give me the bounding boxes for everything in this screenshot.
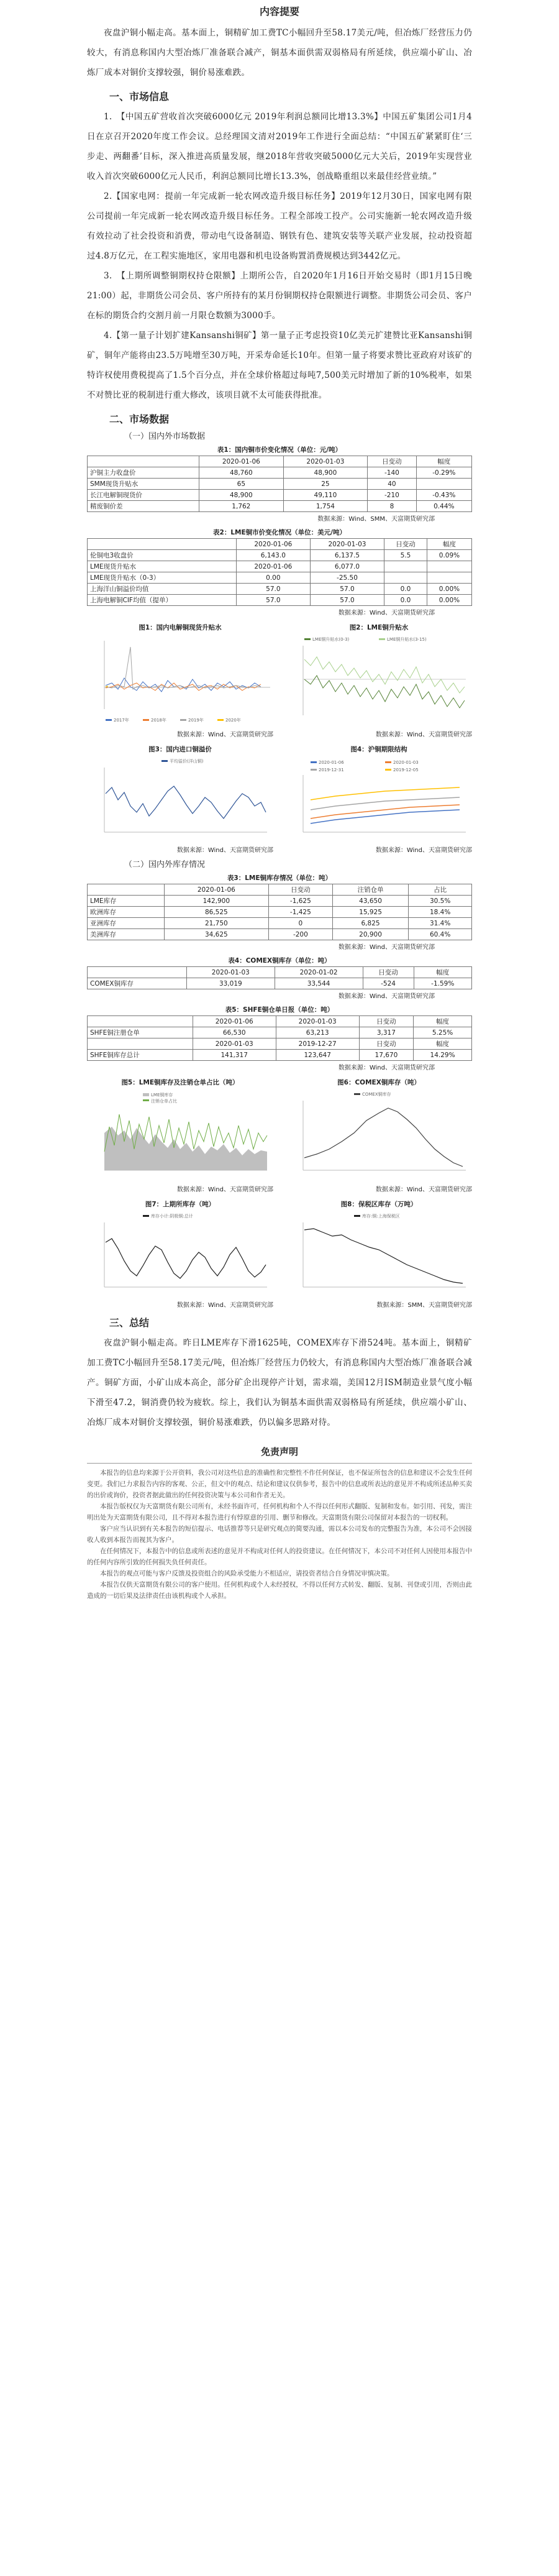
legend-swatch: [217, 719, 224, 721]
domestic-price-table-block: [87, 445, 472, 523]
table-cell: COMEX铜库存: [88, 978, 187, 989]
legend-label: LME铜库存: [151, 1093, 173, 1098]
summary-paragraph: 夜盘沪铜小幅走高。基本面上，铜精矿加工费TC小幅回升至58.17美元/吨，但冶炼厂经营压力仍较大，有消息称国内大型冶炼厂准备联合减产，铜基本面供需双弱格局有所延续，供应端小矿山、冶炼厂成本对铜价支撑较强，铜价易涨难跌。: [87, 28, 472, 78]
table-cell: 48,760: [199, 467, 284, 479]
comex-inventory-table-block: [87, 956, 472, 1000]
table-cell: 2019-12-27: [276, 1038, 359, 1050]
page-title: 内容提要: [259, 6, 299, 17]
table-cell: 6,077.0: [310, 561, 384, 572]
table-header-cell: [88, 967, 187, 978]
curve-2019-12-05: [311, 787, 460, 800]
table-cell: 上海洋山铜溢价均值: [88, 584, 237, 595]
figure-lme-premium-chart: [286, 635, 472, 728]
legend-swatch: [143, 1215, 149, 1217]
table-row: [88, 907, 472, 918]
table-header-cell: 幅度: [416, 456, 471, 467]
table-cell: 34,625: [164, 929, 268, 940]
table-cell: LME库存: [88, 896, 165, 907]
legend-label: 2019-12-31: [319, 768, 344, 772]
table-cell: 60.4%: [409, 929, 472, 940]
figure-row: [87, 623, 472, 738]
fig1-legend: [106, 717, 241, 723]
table-header-cell: [88, 456, 199, 467]
table-row: [88, 572, 472, 584]
table-cell: -210: [368, 490, 416, 501]
table-title: 表5：SHFE铜仓单日报（单位：吨）: [225, 1006, 334, 1014]
table-cell: SMM现货升贴水: [88, 479, 199, 490]
table-header-cell: 2020-01-03: [276, 1016, 359, 1027]
table-cell: 0.09%: [427, 550, 471, 561]
figure-source-note: 数据来源：Wind、天富期货研究部: [176, 1186, 273, 1193]
figure-import-premium: [87, 745, 273, 854]
table-cell: 17,670: [359, 1050, 414, 1061]
table-cell: 15,925: [332, 907, 408, 918]
table-cell: 33,019: [186, 978, 275, 989]
figure-import-premium-chart: [87, 756, 273, 843]
legend-swatch: [311, 761, 317, 763]
table-header-cell: 日变动: [384, 539, 427, 550]
series-3-15-line: [304, 657, 465, 693]
table-cell: 6,143.0: [236, 550, 310, 561]
disclaimer-paragraph: 在任何情况下，本报告中的信息或所表述的意见并不构成对任何人的投资建议。在任何情况下，本公司不对任何人因使用本报告中的任何内容所引致的任何损失负任何责任。: [87, 1547, 472, 1566]
figure-title: 图2：LME铜升贴水: [349, 624, 409, 631]
legend-swatch: [379, 638, 385, 640]
news-item: 4.【第一量子计划扩建Kansanshi铜矿】第一量子正考虑投资10亿美元扩建赞比亚Kansanshi铜矿，铜年产能将由23.5万吨增至30万吨，开采寿命延长10年。但第一量子将要求赞比亚政府对该矿的特许权使用费税提高了1.5个百分点，并在全球价格超过每吨7,500美元时增加了新的10%税率，如果不对赞比亚的税制进行重大修改，该项目就不太可能获得批准。: [87, 331, 472, 400]
table-cell: 43,650: [332, 896, 408, 907]
table-cell: 精废铜价差: [88, 501, 199, 512]
table-row: [88, 550, 472, 561]
table-cell: 日变动: [359, 1038, 414, 1050]
table-cell: 14.29%: [414, 1050, 472, 1061]
figure-source-note: 数据来源：Wind、天富期货研究部: [176, 1302, 273, 1309]
figure-bonded-inventory-chart: [286, 1211, 472, 1298]
legend-label: 2020年: [225, 718, 241, 723]
table-cell: -1.59%: [414, 978, 471, 989]
fig3-legend: [161, 758, 204, 764]
table-cell: 6,137.5: [310, 550, 384, 561]
table-cell: 2020-01-03: [193, 1038, 276, 1050]
legend-label: 2017年: [114, 718, 129, 723]
lme-price-table-block: [87, 528, 472, 616]
table-header-cell: 占比: [409, 884, 472, 896]
table-header-cell: 2020-01-03: [283, 456, 368, 467]
table-cell: -140: [368, 467, 416, 479]
table-row: [88, 490, 472, 501]
legend-label: 2019-12-05: [393, 768, 419, 772]
table-cell: 5.25%: [414, 1027, 472, 1038]
figure-shfe-term-structure-chart: [286, 756, 472, 843]
legend-label: LME铜升贴水(3-15): [387, 637, 427, 642]
table-header-cell: 2020-01-02: [275, 967, 363, 978]
table-cell: -0.43%: [416, 490, 471, 501]
table-header-cell: 日变动: [363, 967, 414, 978]
series-premium-line: [106, 786, 266, 818]
legend-label: LME铜升贴水(0-3): [312, 637, 350, 642]
table-row: [88, 896, 472, 907]
figure-row: [87, 1199, 472, 1309]
table-header-cell: 2020-01-03: [310, 539, 384, 550]
figure-source-note: 数据来源：Wind、天富期货研究部: [176, 731, 273, 738]
table-cell: 沪铜主力收盘价: [88, 467, 199, 479]
news-item: 1. 【中国五矿营收首次突破6000亿元 2019年利润总额同比增13.3%】中国五矿集团公司1月4日在京召开2020年度工作会议。总经理国文清对2019年工作进行全面总结：“中国五矿紧紧盯住‘三步走、两翻番’目标，深入推进高质量发展，继2018年营收突破5000亿元大关后，2019年实现营业收入首次突破6000亿元人民币，利润总额同比增长13.3%，创战略重组以来最佳经营业绩。”: [87, 112, 472, 181]
table-header-row: [88, 539, 472, 550]
table-header-cell: 2020-01-03: [186, 967, 275, 978]
shfe-warrant-table-block: [87, 1005, 472, 1071]
table-cell: 63,213: [276, 1027, 359, 1038]
table-cell: 长江电解铜现货价: [88, 490, 199, 501]
legend-swatch: [311, 769, 317, 771]
fig7-legend: [143, 1213, 193, 1219]
table-header-cell: 注销仓单: [332, 884, 408, 896]
table-cell: 上海电解铜CIF均值（提单）: [88, 595, 237, 606]
table-cell: -0.29%: [416, 467, 471, 479]
table-cell: [427, 572, 471, 584]
legend-swatch: [385, 769, 391, 771]
figure-title: 图8：保税区库存（万吨）: [340, 1201, 417, 1208]
legend-swatch: [385, 761, 391, 763]
figure-source-note: 数据来源：Wind、天富期货研究部: [375, 731, 472, 738]
table-cell: 30.5%: [409, 896, 472, 907]
table-cell: 6,825: [332, 918, 408, 929]
table-cell: 0.00%: [427, 595, 471, 606]
shfe-inventory-line: [106, 1239, 266, 1278]
table-header-row: [88, 456, 472, 467]
table-row: [88, 561, 472, 572]
table-cell: 1,762: [199, 501, 284, 512]
table-cell: 66,530: [193, 1027, 276, 1038]
section-market-info-heading: 一、市场信息: [109, 91, 170, 103]
table-row: [88, 978, 472, 989]
legend-label: 2020-01-06: [319, 760, 344, 765]
disclaimer-paragraph: 本报告仅供天富期货有限公司的客户使用。任何机构或个人未经授权，不得以任何方式转发、翻版、复制、刊登或引用，否则由此造成的一切后果及法律责任由该机构或个人承担。: [87, 1581, 472, 1600]
table-cell: 48,900: [283, 467, 368, 479]
figure-title: 图6：COMEX铜库存（吨）: [337, 1079, 420, 1086]
table-header-cell: 2020-01-06: [193, 1016, 276, 1027]
divider: [87, 1463, 472, 1464]
table-source-note: 数据来源：Wind、天富期货研究部: [338, 1065, 435, 1071]
figure-lme-inventory-chart: [87, 1089, 273, 1183]
table-title: 表4：COMEX铜库存（单位：吨）: [228, 957, 331, 965]
figure-title: 图7：上期所库存（吨）: [145, 1201, 216, 1208]
disclaimer-paragraph: 本报告版权仅为天富期货有限公司所有，未经书面许可，任何机构和个人不得以任何形式翻版、复制和发布。如引用、刊发，需注明出处为天富期货有限公司，且不得对本报告进行有悖原意的引用、删节和修改。天富期货有限公司保留对本报告的一切权利。: [87, 1503, 472, 1521]
table-header-cell: 日变动: [268, 884, 332, 896]
figure-source-note: 数据来源：Wind、天富期货研究部: [375, 1186, 472, 1193]
domestic-market-subheading: （一）国内外市场数据: [124, 432, 206, 441]
fig4-legend: [311, 760, 419, 772]
disclaimer-title: 免责声明: [260, 1446, 298, 1457]
table-source-note: 数据来源：Wind、天富期货研究部: [338, 993, 435, 1000]
table-cell: 40: [368, 479, 416, 490]
table-cell: [384, 572, 427, 584]
series-2017-line: [106, 678, 261, 692]
legend-swatch: [180, 719, 186, 721]
table-header-cell: 幅度: [414, 1016, 472, 1027]
table-header-row: [88, 967, 472, 978]
lme-inventory-table: [87, 884, 472, 940]
table-cell: SHFE铜库存总计: [88, 1050, 193, 1061]
table-cell: 亚洲库存: [88, 918, 165, 929]
table-cell: 8: [368, 501, 416, 512]
table-cell: -200: [268, 929, 332, 940]
table-header-cell: 幅度: [414, 967, 471, 978]
news-item: 3. 【上期所调整铜期权持仓限额】上期所公告，自2020年1月16日开始交易时（即1月15日晚21:00）起，非期货公司会员、客户所持有的某月份铜期权持仓限额进行调整。非期货公司会员、客户在标的期货合约交割月前一月限仓数额为3000手。: [87, 271, 473, 321]
table-source-note: 数据来源：Wind、天富期货研究部: [338, 610, 435, 616]
table-header-cell: [88, 1016, 193, 1027]
table-cell: [416, 479, 471, 490]
legend-swatch: [354, 1093, 360, 1095]
figure-row: [87, 1078, 472, 1193]
table-row: [88, 1050, 472, 1061]
table-cell: [88, 1038, 193, 1050]
table-header-cell: 幅度: [427, 539, 471, 550]
table-header-cell: [88, 539, 237, 550]
table-cell: 美洲库存: [88, 929, 165, 940]
table-source-note: 数据来源：Wind、天富期货研究部: [338, 944, 435, 951]
table-header-row: [88, 884, 472, 896]
table-title: 表2：LME铜市价变化情况（单位：美元/吨）: [213, 529, 346, 536]
legend-swatch: [143, 719, 149, 721]
legend-swatch: [106, 719, 112, 721]
table-cell: -524: [363, 978, 414, 989]
table-header-cell: 日变动: [359, 1016, 414, 1027]
table-cell: 57.0: [310, 595, 384, 606]
fig6-legend: [354, 1091, 391, 1097]
figure-shfe-inventory: [87, 1199, 273, 1309]
figure-title: 图4：沪铜期限结构: [350, 746, 407, 753]
legend-label: 平均溢价(洋山铜): [170, 759, 204, 764]
table-cell: 0.00%: [427, 584, 471, 595]
table-row: [88, 918, 472, 929]
lme-price-table: [87, 538, 472, 606]
figure-comex-inventory: [286, 1078, 472, 1193]
table-header-cell: 2020-01-06: [236, 539, 310, 550]
table-cell: 2020-01-06: [236, 561, 310, 572]
lme-inventory-area: [104, 1127, 267, 1170]
table-cell: 49,110: [283, 490, 368, 501]
table-row: [88, 595, 472, 606]
table-cell: 0.00: [236, 572, 310, 584]
table-cell: 31.4%: [409, 918, 472, 929]
table-cell: 123,647: [276, 1050, 359, 1061]
legend-label: 注销仓单占比: [151, 1099, 177, 1104]
figure-source-note: 数据来源：Wind、天富期货研究部: [176, 847, 273, 854]
legend-swatch: [354, 1215, 360, 1217]
curve-2019-12-31: [311, 797, 460, 810]
comex-inventory-table: [87, 966, 472, 989]
series-0-3-line: [304, 676, 465, 708]
table-cell: LME现货升贴水: [88, 561, 237, 572]
legend-label: 库存:铜:上海保税区: [362, 1214, 400, 1219]
table-cell: 57.0: [310, 584, 384, 595]
table-header-cell: 日变动: [368, 456, 416, 467]
figure-shfe-inventory-chart: [87, 1211, 273, 1298]
legend-swatch: [143, 1093, 149, 1096]
table-cell: 幅度: [414, 1038, 472, 1050]
figure-title: 图5：LME铜库存及注销仓单占比（吨）: [121, 1079, 239, 1086]
table-cell: 3,317: [359, 1027, 414, 1038]
table-title: 表3：LME铜库存情况（单位：吨）: [227, 874, 332, 882]
table-row: [88, 584, 472, 595]
legend-label: 库存小计:阴极铜:总计: [151, 1214, 193, 1219]
table-row: [88, 929, 472, 940]
table-cell: 欧洲库存: [88, 907, 165, 918]
conclusion-paragraph: 夜盘沪铜小幅走高。昨日LME库存下滑1625吨，COMEX库存下滑524吨。基本面上，铜精矿加工费TC小幅回升至58.17美元/吨，但冶炼厂经营压力仍较大，有消息称国内大型冶炼厂准备联合减产。铜矿方面，小矿山成本高企，部分矿企出现停产计划，需求端，美国12月ISM制造业景气度小幅下滑至47.2，铜消费仍较为疲软。综上，我们认为铜基本面供需双弱格局有所延续，供应端小矿山、冶炼厂成本对铜价支撑较强，铜价易涨难跌，仍以偏多思路对待。: [87, 1338, 472, 1428]
news-list: [87, 107, 472, 405]
figure-domestic-spot-premium-chart: [87, 635, 273, 728]
table-cell: 25: [283, 479, 368, 490]
lme-inventory-table-block: [87, 873, 472, 951]
table-cell: 86,525: [164, 907, 268, 918]
table-header-cell: 2020-01-06: [199, 456, 284, 467]
table-row: [88, 479, 472, 490]
figure-source-note: 数据来源：SMM、天富期货研究部: [376, 1302, 472, 1309]
table-cell: 伦铜电3收盘价: [88, 550, 237, 561]
table-cell: 65: [199, 479, 284, 490]
table-cell: 0.0: [384, 595, 427, 606]
table-row: [88, 501, 472, 512]
legend-label: COMEX铜库存: [362, 1092, 391, 1097]
table-cell: 57.0: [236, 584, 310, 595]
table-cell: 1,754: [283, 501, 368, 512]
figure-lme-inventory: [87, 1078, 273, 1193]
table-cell: -1,625: [268, 896, 332, 907]
table-cell: 18.4%: [409, 907, 472, 918]
bonded-inventory-line: [304, 1229, 463, 1283]
table-cell: 0.0: [384, 584, 427, 595]
news-item: 2.【国家电网：提前一年完成新一轮农网改造升级目标任务】2019年12月30日，国家电网有限公司提前一年完成新一轮农网改造升级目标任务。工程全部竣工投产。公司实施新一轮农网改造升级有效拉动了社会投资和消费，带动电气设备制造、钢铁有色、建筑安装等关联产业发展，拉动投资超过4.8万亿元，在工程实施地区，家用电器和机电设备购置消费规模达到3442亿元。: [87, 191, 472, 261]
figure-title: 图3：国内进口铜溢价: [148, 746, 212, 753]
table-title: 表1：国内铜市价变化情况（单位：元/吨）: [217, 446, 342, 454]
figure-lme-premium: [286, 623, 472, 738]
legend-swatch: [161, 760, 168, 762]
table-cell: 33,544: [275, 978, 363, 989]
legend-label: 2018年: [151, 718, 166, 723]
table-header-cell: [88, 884, 165, 896]
table-cell: 21,750: [164, 918, 268, 929]
table-cell: [427, 561, 471, 572]
table-cell: 5.5: [384, 550, 427, 561]
curve-2020-01-06: [311, 810, 460, 823]
domestic-price-table: [87, 456, 472, 512]
disclaimer-paragraph: 客户应当认识到有关本报告的短信提示、电话推荐等只是研究观点的简要沟通，需以本公司发布的完整报告为准，本公司不会因接收人收到本报告而视其为客户。: [87, 1525, 472, 1544]
table-header-cell: 2020-01-06: [164, 884, 268, 896]
disclaimer-paragraph: 本报告的信息均来源于公开资料，我公司对这些信息的准确性和完整性不作任何保证，也不保证所包含的信息和建议不会发生任何变更。我们已力求报告内容的客观、公正，但文中的观点、结论和建议仅供参考，报告中的信息或所表达的意见并不构成所述品种买卖的出价或询价，投资者据此做出的任何投资决策与本公司和作者无关。: [87, 1469, 472, 1499]
table-cell: 0.44%: [416, 501, 471, 512]
table-row: [88, 467, 472, 479]
table-cell: LME现货升贴水（0-3）: [88, 572, 237, 584]
comex-inventory-line: [304, 1108, 463, 1167]
table-cell: 57.0: [236, 595, 310, 606]
section-market-data-heading: 二、市场数据: [109, 413, 170, 425]
series-2020-line: [106, 686, 108, 687]
inventory-subheading: （二）国内外库存情况: [124, 860, 206, 869]
figure-shfe-term-structure: [286, 745, 472, 854]
table-header-row: [88, 1016, 472, 1027]
fig2-legend: [304, 636, 427, 642]
disclaimer-block: [87, 1445, 472, 1602]
table-row: [88, 1027, 472, 1038]
section-summary-heading: 三、总结: [109, 1317, 150, 1329]
legend-swatch: [143, 1099, 149, 1101]
table-source-note: 数据来源：Wind、SMM、天富期货研究部: [317, 516, 435, 523]
disclaimer-paragraph: 本报告的观点可能与客户反馈及投资组合的风险承受能力不相适应，请投资者结合自身情况审慎决策。: [100, 1570, 394, 1577]
legend-label: 2019年: [188, 718, 204, 723]
table-cell: 20,900: [332, 929, 408, 940]
figure-comex-inventory-chart: [286, 1089, 472, 1183]
legend-swatch: [304, 638, 311, 640]
figure-title: 图1：国内电解铜现货升贴水: [139, 624, 222, 631]
table-cell: [384, 561, 427, 572]
table-cell: SHFE铜注册仓单: [88, 1027, 193, 1038]
table-cell: 0: [268, 918, 332, 929]
shfe-warrant-table: [87, 1015, 472, 1061]
legend-label: 2020-01-03: [393, 760, 419, 765]
table-cell: -1,425: [268, 907, 332, 918]
fig5-legend: [143, 1092, 177, 1104]
table-row: [88, 1038, 472, 1050]
table-cell: 142,900: [164, 896, 268, 907]
series-2019-line: [106, 647, 261, 689]
table-cell: -25.50: [310, 572, 384, 584]
figure-source-note: 数据来源：Wind、天富期货研究部: [375, 847, 472, 854]
fig8-legend: [354, 1213, 400, 1219]
table-cell: 141,317: [193, 1050, 276, 1061]
table-cell: 48,900: [199, 490, 284, 501]
figure-domestic-spot-premium: [87, 623, 273, 738]
figure-row: [87, 745, 472, 854]
figure-bonded-inventory: [286, 1199, 472, 1309]
